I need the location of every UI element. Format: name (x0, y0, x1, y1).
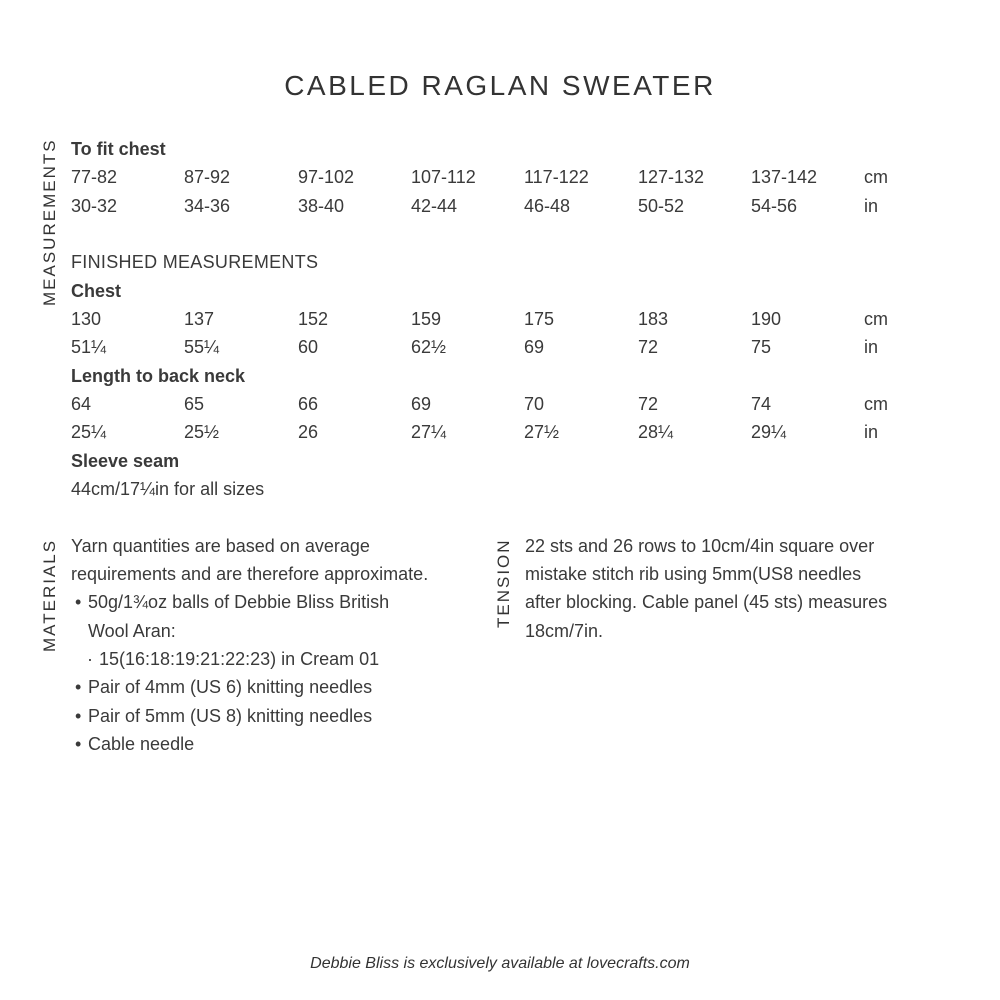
size-value: 62½ (411, 337, 447, 357)
to-fit-label: To fit chest (71, 139, 166, 159)
list-item-needles-4mm (75, 677, 373, 698)
tension-line-3: after blocking. Cable panel (45 sts) measures (525, 592, 888, 612)
list-item-yarn (75, 592, 390, 613)
size-value: 42-44 (411, 196, 458, 216)
side-label-tension: TENSION (494, 538, 513, 628)
size-value: 69 (524, 337, 545, 357)
materials-intro-1: Yarn quantities are based on average (71, 536, 370, 556)
finished-measurements-heading: FINISHED MEASUREMENTS (71, 252, 319, 272)
size-value: 28¼ (638, 422, 674, 442)
size-value: 75 (751, 337, 772, 357)
yarn-line-2: Wool Aran: (88, 621, 176, 641)
unit-label: cm (864, 309, 888, 329)
size-value: 30-32 (71, 196, 118, 216)
yarn-quantity: 15(16:18:19:21:22:23) in Cream 01 (99, 649, 380, 669)
tension-line-2: mistake stitch rib using 5mm(US8 needles (525, 564, 862, 584)
size-value: 97-102 (298, 167, 355, 187)
size-value: 137-142 (751, 167, 818, 187)
size-value: 72 (638, 394, 659, 414)
size-value: 60 (298, 337, 319, 357)
size-value: 27¼ (411, 422, 447, 442)
bullet-icon: • (75, 677, 82, 697)
size-value: 25¼ (71, 422, 107, 442)
size-value: 190 (751, 309, 782, 329)
size-value: 27½ (524, 422, 560, 442)
size-value: 66 (298, 394, 319, 414)
sub-bullet-icon: · (87, 649, 93, 669)
size-value: 77-82 (71, 167, 118, 187)
size-value: 65 (184, 394, 205, 414)
unit-label: cm (864, 394, 888, 414)
page-title: CABLED RAGLAN SWEATER (284, 70, 716, 101)
needles-5mm: Pair of 5mm (US 8) knitting needles (88, 706, 373, 726)
side-label-materials: MATERIALS (40, 538, 59, 652)
footer-note: Debbie Bliss is exclusively available at lovecrafts.com (310, 955, 690, 972)
bullet-icon: • (75, 706, 82, 726)
size-value: 51¼ (71, 337, 107, 357)
tension-line-1: 22 sts and 26 rows to 10cm/4in square over (525, 536, 875, 556)
cable-needle: Cable needle (88, 734, 195, 754)
list-item-needles-5mm (75, 706, 373, 727)
size-value: 72 (638, 337, 659, 357)
unit-label: in (864, 337, 879, 357)
sleeve-label: Sleeve seam (71, 451, 180, 471)
size-value: 137 (184, 309, 215, 329)
size-value: 34-36 (184, 196, 231, 216)
sleeve-text: 44cm/17¼in for all sizes (71, 479, 265, 499)
size-value: 117-122 (524, 167, 589, 187)
size-value: 46-48 (524, 196, 571, 216)
length-label: Length to back neck (71, 366, 246, 386)
yarn-line-1: 50g/1¾oz balls of Debbie Bliss British (88, 592, 390, 612)
size-value: 25½ (184, 422, 220, 442)
materials-intro-2: requirements and are therefore approximate. (71, 564, 429, 584)
size-value: 107-112 (411, 167, 476, 187)
size-value: 70 (524, 394, 545, 414)
unit-label: in (864, 196, 879, 216)
size-value: 69 (411, 394, 432, 414)
size-value: 130 (71, 309, 102, 329)
list-item-yarn-quantity (87, 649, 380, 670)
size-value: 54-56 (751, 196, 798, 216)
size-value: 50-52 (638, 196, 685, 216)
size-value: 26 (298, 422, 319, 442)
bullet-icon: • (75, 734, 82, 754)
size-value: 38-40 (298, 196, 345, 216)
side-label-measurements: MEASUREMENTS (40, 138, 59, 306)
unit-label: in (864, 422, 879, 442)
size-value: 64 (71, 394, 92, 414)
size-value: 87-92 (184, 167, 231, 187)
list-item-cable-needle (75, 734, 195, 755)
size-value: 159 (411, 309, 442, 329)
size-value: 152 (298, 309, 329, 329)
tension-line-4: 18cm/7in. (525, 621, 604, 641)
size-value: 74 (751, 394, 772, 414)
size-value: 127-132 (638, 167, 705, 187)
unit-label: cm (864, 167, 888, 187)
chest-label: Chest (71, 281, 122, 301)
size-value: 175 (524, 309, 555, 329)
size-value: 29¼ (751, 422, 787, 442)
needles-4mm: Pair of 4mm (US 6) knitting needles (88, 677, 373, 697)
size-value: 55¼ (184, 337, 220, 357)
size-value: 183 (638, 309, 669, 329)
bullet-icon: • (75, 592, 82, 612)
